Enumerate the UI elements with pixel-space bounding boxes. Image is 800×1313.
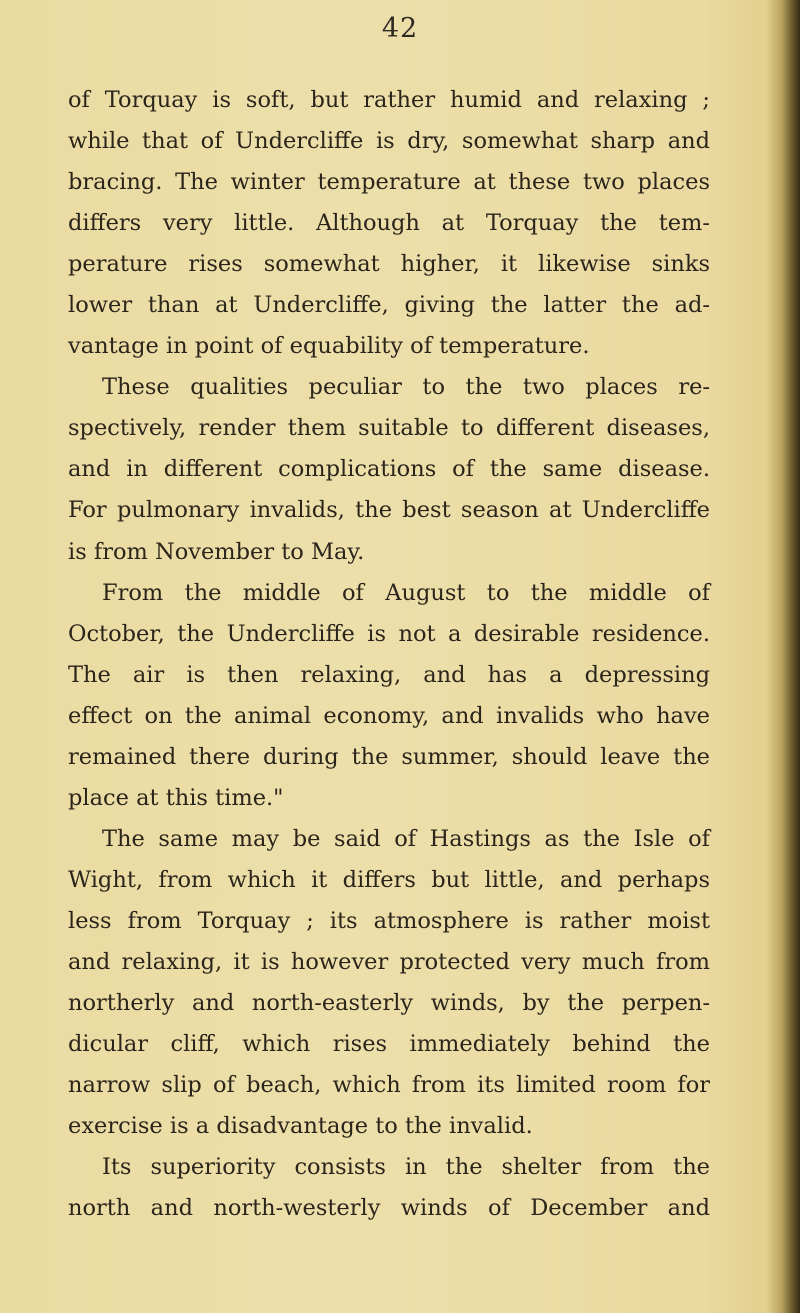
- text-line: place at this time.": [68, 784, 284, 811]
- paragraph-start-line: The same may be said of Hastings as the Isle of: [102, 825, 710, 852]
- page-edge-shadow: [766, 0, 800, 1313]
- text-line: lower than at Undercliffe, giving the latter the ad-: [68, 292, 710, 319]
- paragraph-start-line: From the middle of August to the middle of: [102, 579, 710, 606]
- text-line: less from Torquay ; its atmosphere is rather moist: [68, 907, 710, 934]
- text-line: For pulmonary invalids, the best season at Undercliffe: [68, 497, 710, 524]
- text-line: narrow slip of beach, which from its limited room for: [68, 1072, 710, 1099]
- text-line: dicular cliff, which rises immediately behind the: [68, 1031, 710, 1058]
- text-line: Wight, from which it differs but little, and perhaps: [68, 866, 710, 893]
- body-text: [68, 80, 710, 1229]
- text-line: northerly and north-easterly winds, by the perpen-: [68, 990, 710, 1017]
- text-line: while that of Undercliffe is dry, somewhat sharp and: [68, 128, 710, 155]
- paragraph-start-line: These qualities peculiar to the two places re-: [102, 374, 710, 401]
- text-line: October, the Undercliffe is not a desirable residence.: [68, 620, 710, 647]
- text-line: differs very little. Although at Torquay the tem-: [68, 210, 710, 237]
- text-line: remained there during the summer, should leave the: [68, 743, 710, 770]
- text-line: is from November to May.: [68, 538, 365, 565]
- text-line: effect on the animal economy, and invalids who have: [68, 702, 710, 729]
- text-line: and relaxing, it is however protected very much from: [68, 948, 710, 975]
- page-number: 42: [381, 13, 419, 44]
- text-line: and in different complications of the same disease.: [68, 456, 710, 483]
- text-line: of Torquay is soft, but rather humid and relaxing ;: [68, 87, 710, 113]
- text-line: exercise is a disadvantage to the invalid.: [68, 1113, 533, 1140]
- text-line: vantage in point of equability of temperature.: [68, 333, 590, 360]
- text-line: perature rises somewhat higher, it likewise sinks: [68, 251, 710, 278]
- text-line: bracing. The winter temperature at these two places: [68, 169, 710, 196]
- text-line: spectively, render them suitable to different diseases,: [68, 415, 710, 442]
- paragraph-start-line: Its superiority consists in the shelter from the: [102, 1154, 710, 1181]
- text-line: north and north-westerly winds of December and: [68, 1195, 710, 1222]
- text-line: The air is then relaxing, and has a depressing: [68, 661, 710, 688]
